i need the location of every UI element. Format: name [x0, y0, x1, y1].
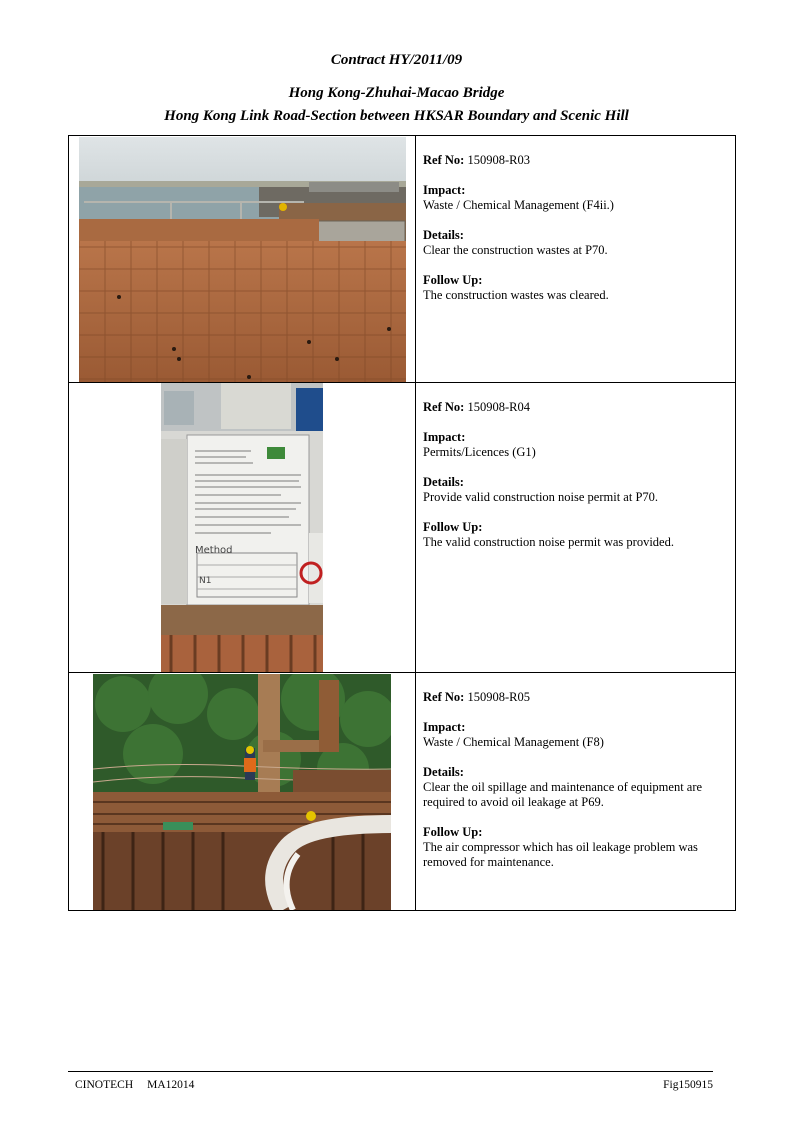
photo-cell — [69, 673, 416, 911]
svg-text:Method: Method — [195, 545, 233, 556]
footer-company: CINOTECH — [75, 1079, 134, 1091]
followup-label: Follow Up: — [423, 273, 483, 287]
impact-label: Impact: — [423, 430, 466, 444]
followup-value: The valid construction noise permit was provided. — [423, 535, 674, 549]
details-value: Provide valid construction noise permit at P70. — [423, 490, 659, 504]
impact-label: Impact: — [423, 720, 466, 734]
compressor-photo — [93, 674, 391, 910]
followup-label: Follow Up: — [423, 520, 483, 534]
details-label: Details: — [423, 475, 464, 489]
footer-code: MA12014 — [147, 1079, 195, 1091]
followup-value: The construction wastes was cleared. — [423, 288, 609, 302]
record-row — [69, 136, 736, 383]
contract-title: Contract HY/2011/09 — [330, 52, 463, 68]
footer-divider — [68, 1071, 713, 1072]
impact-value: Waste / Chemical Management (F8) — [423, 735, 604, 749]
section-title: Hong Kong Link Road-Section between HKSAR Boundary and Scenic Hill — [164, 108, 629, 124]
records-table — [68, 135, 736, 911]
details-value: Clear the construction wastes at P70. — [423, 243, 608, 257]
impact-value: Permits/Licences (G1) — [423, 445, 536, 459]
ref-value: 150908-R03 — [467, 153, 530, 167]
details-label: Details: — [423, 228, 464, 242]
followup-value: The air compressor which has oil leakage problem was removed for maintenance. — [423, 840, 698, 869]
record-text-cell — [416, 383, 736, 673]
details-label: Details: — [423, 765, 464, 779]
ref-value: 150908-R04 — [467, 400, 530, 414]
permit-photo — [161, 383, 323, 672]
site-photo-deck — [79, 137, 406, 382]
record-text-cell — [416, 673, 736, 911]
record-row — [69, 383, 736, 673]
ref-label: Ref No: — [423, 690, 465, 704]
followup-label: Follow Up: — [423, 825, 483, 839]
photo-cell — [69, 383, 416, 673]
impact-value: Waste / Chemical Management (F4ii.) — [423, 198, 614, 212]
impact-label: Impact: — [423, 183, 466, 197]
photo-cell — [69, 136, 416, 383]
svg-text:N1: N1 — [199, 576, 212, 586]
ref-value: 150908-R05 — [467, 690, 530, 704]
details-value: Clear the oil spillage and maintenance of equipment are required to avoid oil leakage at P69. — [423, 780, 703, 809]
record-text-cell — [416, 136, 736, 383]
ref-label: Ref No: — [423, 153, 465, 167]
project-title: Hong Kong-Zhuhai-Macao Bridge — [288, 85, 505, 101]
record-row — [69, 673, 736, 911]
footer-left — [75, 1079, 208, 1091]
footer-figure: Fig150915 — [663, 1079, 713, 1091]
ref-label: Ref No: — [423, 400, 465, 414]
